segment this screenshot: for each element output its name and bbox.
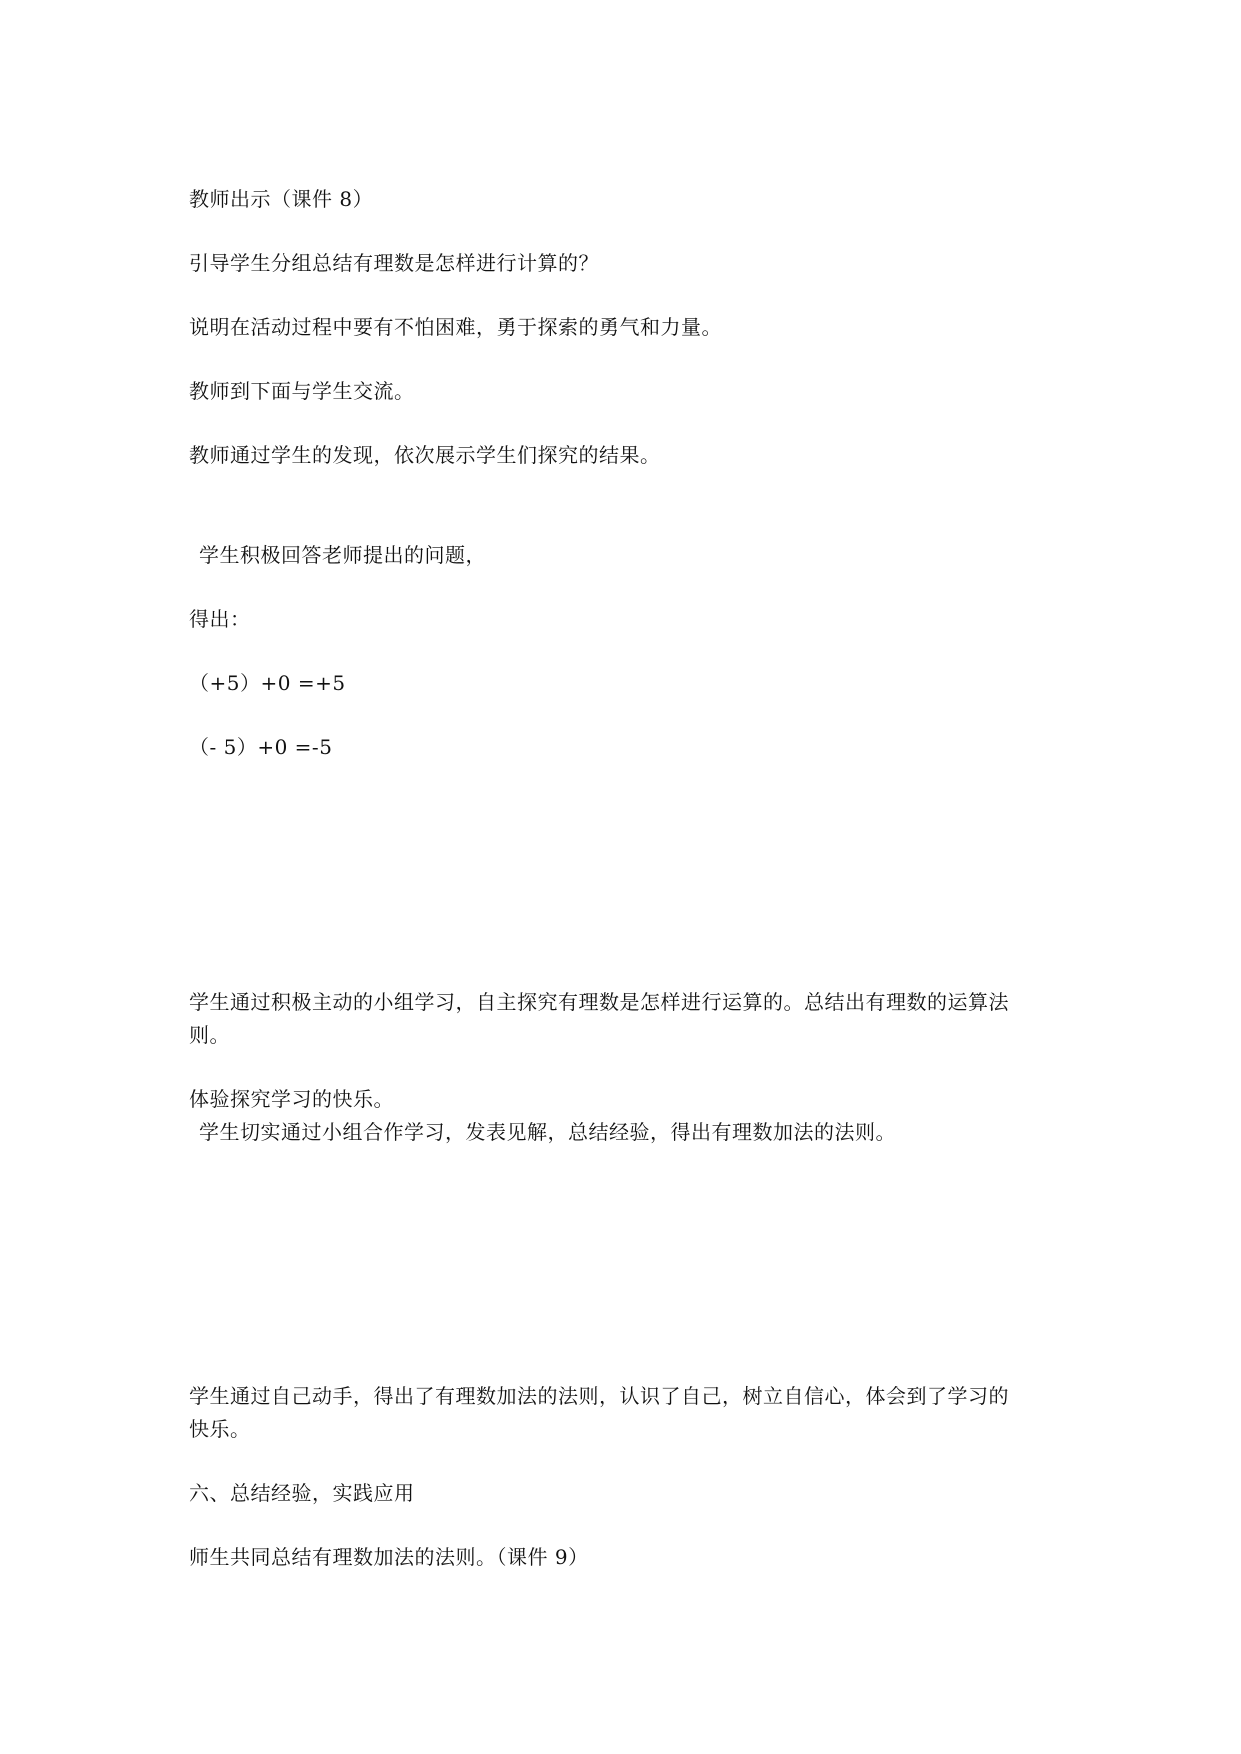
paragraph-hands-on-line2: 快乐。 xyxy=(189,1417,251,1441)
paragraph-students-answer: 学生积极回答老师提出的问题， xyxy=(199,543,486,567)
paragraph-enjoy-learning: 体验探究学习的快乐。 xyxy=(189,1087,394,1111)
paragraph-guide-students: 引导学生分组总结有理数是怎样进行计算的？ xyxy=(189,251,599,275)
section-heading-summary: 六、总结经验，实践应用 xyxy=(189,1481,415,1505)
paragraph-group-learning-line1: 学生通过积极主动的小组学习，自主探究有理数是怎样进行运算的。总结出有理数的运算法 xyxy=(189,990,1009,1014)
paragraph-teacher-communicate: 教师到下面与学生交流。 xyxy=(189,379,415,403)
paragraph-hands-on-line1: 学生通过自己动手，得出了有理数加法的法则，认识了自己，树立自信心，体会到了学习的 xyxy=(189,1384,1009,1408)
paragraph-cooperation: 学生切实通过小组合作学习，发表见解，总结经验，得出有理数加法的法则。 xyxy=(199,1120,896,1144)
paragraph-summarize-rule: 师生共同总结有理数加法的法则。（课件 9） xyxy=(189,1545,589,1569)
equation-negative: （- 5）+0 =-5 xyxy=(189,735,333,759)
paragraph-teacher-shows: 教师出示（课件 8） xyxy=(189,187,374,211)
paragraph-explain-courage: 说明在活动过程中要有不怕困难，勇于探索的勇气和力量。 xyxy=(189,315,722,339)
paragraph-conclude: 得出： xyxy=(189,607,251,631)
paragraph-show-results: 教师通过学生的发现，依次展示学生们探究的结果。 xyxy=(189,443,661,467)
paragraph-group-learning-line2: 则。 xyxy=(189,1023,230,1047)
equation-positive: （+5）+0 =+5 xyxy=(189,671,346,695)
